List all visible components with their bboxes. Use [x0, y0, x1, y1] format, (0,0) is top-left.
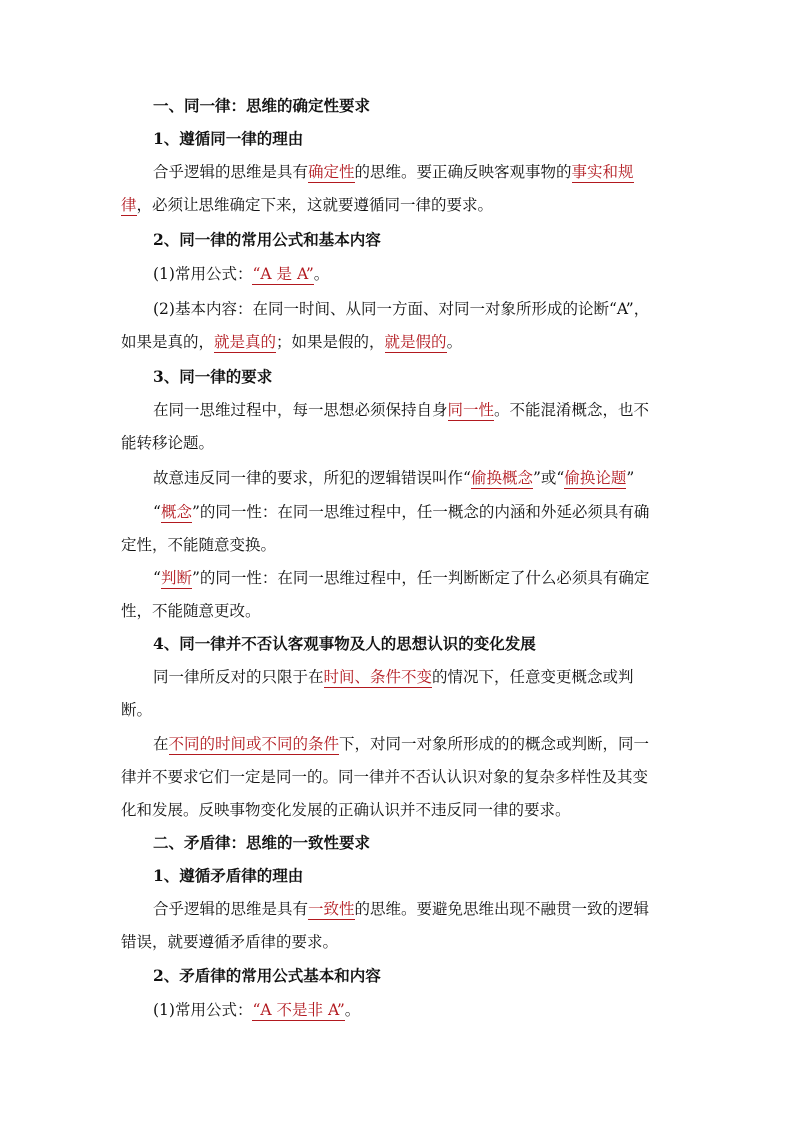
text-run: 能转移论题。: [121, 434, 215, 452]
text-run: 的思维。要避免思维出现不融贯一致的逻辑: [354, 900, 650, 918]
highlighted-term: 就是假的: [384, 333, 447, 351]
paragraph-line: [153, 898, 713, 920]
text-run: 在: [153, 735, 169, 753]
text-run: 。: [446, 333, 463, 351]
text-run: 化和发展。反映事物变化发展的正确认识并不违反同一律的要求。: [121, 801, 571, 819]
paragraph-line: [153, 501, 713, 523]
paragraph-line: [153, 467, 713, 489]
subheading: [153, 865, 713, 887]
subheading-text: 2、同一律的常用公式和基本内容: [153, 230, 381, 249]
text-run: 性，不能随意更改。: [121, 602, 261, 620]
text-run: 。: [313, 265, 330, 283]
highlighted-term: 偷换论题: [564, 469, 627, 487]
text-run: 同一律所反对的只限于在: [153, 668, 324, 686]
highlighted-term: 事实和规: [571, 163, 634, 181]
section-title: [153, 832, 713, 854]
text-run: 定性，不能随意变换。: [121, 536, 277, 554]
text-run: “: [153, 569, 161, 587]
text-run: 律并不要求它们一定是同一的。同一律并不否认认识对象的复杂多样性及其变: [121, 768, 649, 786]
paragraph-line: [121, 194, 681, 216]
highlighted-term: “A 不是非 A”: [252, 1001, 345, 1019]
text-run: ”的同一性：在同一思维过程中，任一概念的内涵和外延必须具有确: [191, 503, 650, 521]
text-run: 在同一思维过程中，每一思想必须保持自身: [153, 401, 448, 419]
text-run: 合乎逻辑的思维是具有: [153, 163, 309, 181]
paragraph-line: [121, 432, 681, 454]
highlighted-term: 不同的时间或不同的条件: [168, 735, 340, 753]
paragraph-line: [121, 699, 681, 721]
text-run: 。: [344, 1001, 361, 1019]
text-run: ；如果是假的，: [276, 333, 385, 351]
highlighted-term: 概念: [160, 503, 192, 521]
highlighted-term: 律: [121, 196, 137, 214]
section-title-text: 一、同一律：思维的确定性要求: [153, 96, 371, 115]
subheading-text: 3、同一律的要求: [153, 367, 273, 386]
paragraph-line: [153, 298, 713, 320]
text-run: 如果是真的，: [121, 333, 215, 351]
text-run: 错误，就要遵循矛盾律的要求。: [121, 933, 339, 951]
paragraph-line: [121, 600, 681, 622]
subheading: [153, 229, 713, 251]
paragraph-line: [121, 534, 681, 556]
text-run: 断。: [121, 701, 153, 719]
text-run: ”的同一性：在同一思维过程中，任一判断断定了什么必须具有确定: [191, 569, 650, 587]
highlighted-term: 同一性: [447, 401, 495, 419]
text-run: 。不能混淆概念，也不: [494, 401, 650, 419]
paragraph-line: [153, 733, 713, 755]
text-run: 的思维。要正确反映客观事物的: [354, 163, 572, 181]
highlighted-term: 判断: [160, 569, 192, 587]
subheading: [153, 965, 713, 987]
text-run: 故意违反同一律的要求，所犯的逻辑错误叫作“: [153, 469, 471, 487]
paragraph-line: [153, 399, 713, 421]
highlighted-term: 一致性: [308, 900, 355, 918]
subheading-text: 1、遵循矛盾律的理由: [153, 866, 304, 885]
section-title-text: 二、矛盾律：思维的一致性要求: [153, 833, 371, 852]
text-run: (2)基本内容：在同一时间、从同一方面、对同一对象所形成的论断“A”，: [153, 300, 650, 318]
highlighted-term: 时间、条件不变: [323, 668, 433, 686]
subheading-text: 4、同一律并不否认客观事物及人的思想认识的变化发展: [153, 634, 536, 653]
text-run: ”或“: [532, 469, 565, 487]
text-run: ”: [626, 469, 635, 487]
text-run: “: [153, 503, 161, 521]
highlighted-term: 确定性: [308, 163, 355, 181]
section-title: [153, 95, 713, 117]
text-run: (1)常用公式：: [153, 265, 253, 283]
paragraph-line: [121, 931, 681, 953]
paragraph-line: [153, 263, 713, 285]
subheading: [153, 128, 713, 150]
text-run: (1)常用公式：: [153, 1001, 253, 1019]
highlighted-term: “A 是 A”: [252, 265, 314, 283]
text-run: 合乎逻辑的思维是具有: [153, 900, 309, 918]
paragraph-line: [121, 331, 681, 353]
paragraph-line: [121, 799, 681, 821]
highlighted-term: 偷换概念: [470, 469, 533, 487]
text-run: ，必须让思维确定下来，这就要遵循同一律的要求。: [136, 196, 494, 214]
paragraph-line: [121, 766, 681, 788]
subheading: [153, 633, 713, 655]
text-run: 下，对同一对象所形成的的概念或判断，同一: [339, 735, 650, 753]
paragraph-line: [153, 999, 713, 1021]
subheading-text: 2、矛盾律的常用公式基本和内容: [153, 966, 381, 985]
paragraph-line: [153, 567, 713, 589]
highlighted-term: 就是真的: [214, 333, 277, 351]
subheading: [153, 366, 713, 388]
paragraph-line: [153, 666, 713, 688]
paragraph-line: [153, 161, 713, 183]
text-run: 的情况下，任意变更概念或判: [432, 668, 634, 686]
subheading-text: 1、遵循同一律的理由: [153, 129, 304, 148]
